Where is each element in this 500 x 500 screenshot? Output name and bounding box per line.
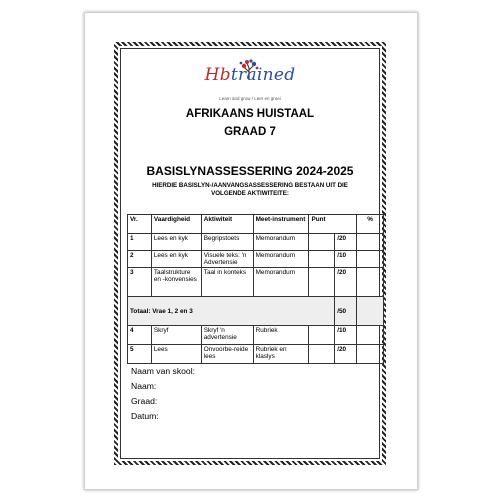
- table-cell: Skryf: [151, 326, 201, 345]
- table-cell: [309, 326, 335, 345]
- table-row: [128, 326, 384, 345]
- table-cell: Onvoorbe-reide lees: [201, 345, 253, 364]
- table-cell: [357, 268, 384, 297]
- logo-prefix: Hb: [204, 65, 231, 85]
- grade-field: [131, 396, 157, 406]
- table-cell: Lees en kyk: [151, 234, 201, 251]
- table-cell: Memorandum: [253, 234, 309, 251]
- table-cell: 3: [128, 268, 152, 297]
- table-cell: Lees: [151, 345, 201, 364]
- table-row: [128, 268, 384, 297]
- logo-rest: trained: [230, 65, 296, 85]
- table-cell: 1: [128, 234, 152, 251]
- header-cell: Vaardigheid: [151, 215, 201, 234]
- total-points: /50: [335, 297, 357, 326]
- header-cell: %: [357, 215, 384, 234]
- table-cell: Taalstrukture en -konvensies: [151, 268, 201, 297]
- logo-tagline: Learn and grow / Leer en groei: [219, 96, 281, 101]
- date-label: Datum:: [131, 411, 159, 421]
- subject-title: AFRIKAANS HUISTAAL: [185, 108, 315, 120]
- table-cell: 2: [128, 251, 152, 268]
- name-field: [131, 381, 156, 391]
- table-cell: /20: [335, 268, 357, 297]
- table-cell: Rubriek: [253, 326, 309, 345]
- table-cell: 5: [128, 345, 152, 364]
- table-cell: Begripstoets: [201, 234, 253, 251]
- table-cell: Memorandum: [253, 251, 309, 268]
- table-cell: [357, 297, 384, 326]
- table-cell: 4: [128, 326, 152, 345]
- table-cell: Memorandum: [253, 268, 309, 297]
- grade-title: GRAAD 7: [224, 126, 276, 138]
- table-cell: [357, 345, 384, 364]
- table-cell: [357, 251, 384, 268]
- table-cell: /20: [335, 234, 357, 251]
- school-field: [131, 366, 195, 376]
- table-cell: [309, 251, 335, 268]
- table-cell: Skryf 'n advertensie: [201, 326, 253, 345]
- table-cell: /20: [335, 345, 357, 364]
- table-header-row: [128, 215, 384, 234]
- table-cell: [309, 234, 335, 251]
- header-cell: Meet-instrument: [253, 215, 309, 234]
- table-row: [128, 234, 384, 251]
- header-cell: Vr.: [128, 215, 152, 234]
- brand-logo: [0, 65, 500, 85]
- table-row: [128, 345, 384, 364]
- assessment-title: BASISLYNASSESSERING 2024-2025: [146, 164, 354, 178]
- activities-table: [127, 214, 384, 364]
- table-cell: /10: [335, 251, 357, 268]
- table-row: [128, 251, 384, 268]
- table-cell: Visuele teks: 'n Advertensie: [201, 251, 253, 268]
- table-cell: Taal in konteks: [201, 268, 253, 297]
- grade-label: Graad:: [131, 396, 158, 406]
- header-cell: Aktiwiteit: [201, 215, 253, 234]
- table-cell: [357, 234, 384, 251]
- table-cell: [309, 268, 335, 297]
- total-row: [128, 297, 384, 326]
- date-field: [131, 411, 159, 421]
- table-cell: /10: [335, 326, 357, 345]
- name-label: Naam:: [131, 381, 157, 391]
- total-label: Totaal: Vrae 1, 2 en 3: [128, 297, 335, 326]
- intro-text: HIERDIE BASISLYN-/AANVANGSASSESSERING BESTAAN UIT DIE VOLGENDE AKTIWITEITE:: [152, 182, 348, 197]
- table-cell: [309, 345, 335, 364]
- table-cell: Lees en kyk: [151, 251, 201, 268]
- header-cell: Punt: [309, 215, 357, 234]
- table-cell: [357, 326, 384, 345]
- school-label: Naam van skool:: [131, 366, 196, 376]
- table-cell: Rubriek en klaslys: [253, 345, 309, 364]
